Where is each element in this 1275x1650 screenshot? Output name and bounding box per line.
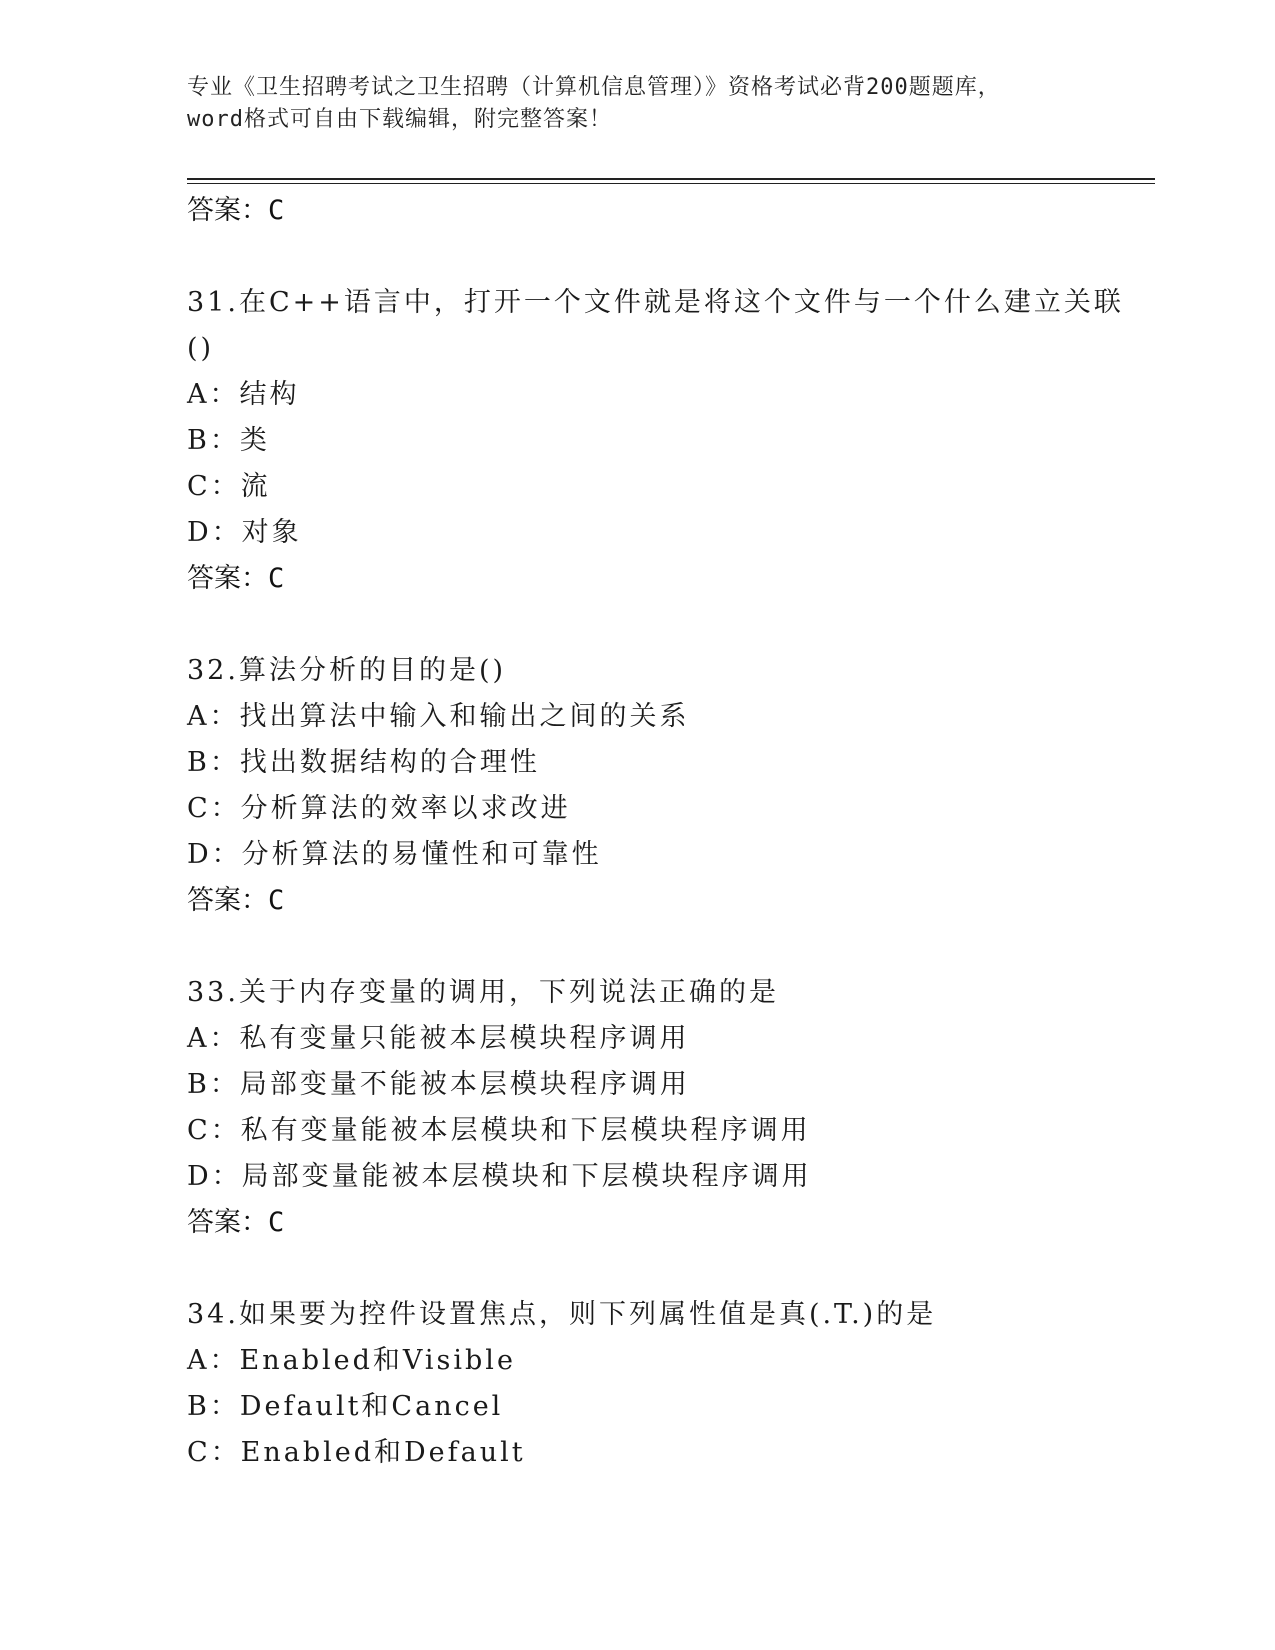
option-b: B：找出数据结构的合理性 [187, 747, 540, 778]
option-c: C：流 [187, 471, 271, 502]
header-rule-thick [187, 178, 1155, 180]
option-a: A：结构 [187, 379, 300, 410]
option-d: D：局部变量能被本层模块和下层模块程序调用 [187, 1161, 812, 1192]
header-line-2: word格式可自由下载编辑，附完整答案！ [187, 107, 612, 132]
header-line-1: 专业《卫生招聘考试之卫生招聘（计算机信息管理）》资格考试必背200题题库， [187, 75, 1001, 100]
answer-line: 答案：C [187, 563, 285, 594]
option-b: B：类 [187, 425, 270, 456]
answer-line: 答案：C [187, 1207, 285, 1238]
option-c: C：Enabled和Default [187, 1437, 526, 1468]
answer-line: 答案：C [187, 885, 285, 916]
option-d: D：对象 [187, 517, 302, 548]
question-title: 33.关于内存变量的调用，下列说法正确的是 [187, 977, 779, 1008]
option-d: D：分析算法的易懂性和可靠性 [187, 839, 602, 870]
question-33 [187, 970, 1187, 1246]
question-34 [187, 1292, 1187, 1476]
option-a: A：找出算法中输入和输出之间的关系 [187, 701, 690, 732]
option-c: C：分析算法的效率以求改进 [187, 793, 571, 824]
option-a: A：私有变量只能被本层模块程序调用 [187, 1023, 690, 1054]
question-title: 32.算法分析的目的是() [187, 655, 507, 686]
question-32 [187, 648, 1187, 924]
question-title: 34.如果要为控件设置焦点，则下列属性值是真(.T.)的是 [187, 1299, 937, 1330]
option-b: B：Default和Cancel [187, 1391, 504, 1422]
option-c: C：私有变量能被本层模块和下层模块程序调用 [187, 1115, 811, 1146]
header-rule-thin [187, 183, 1155, 184]
answer-line: 答案：C [187, 195, 285, 226]
question-title-continuation: () [187, 333, 215, 364]
document-header [187, 72, 1087, 136]
option-a: A：Enabled和Visible [187, 1345, 516, 1376]
question-title: 31.在C++语言中，打开一个文件就是将这个文件与一个什么建立关联 () [187, 280, 1187, 372]
question-list [187, 188, 1187, 1476]
question-31 [187, 280, 1187, 602]
option-b: B：局部变量不能被本层模块程序调用 [187, 1069, 690, 1100]
